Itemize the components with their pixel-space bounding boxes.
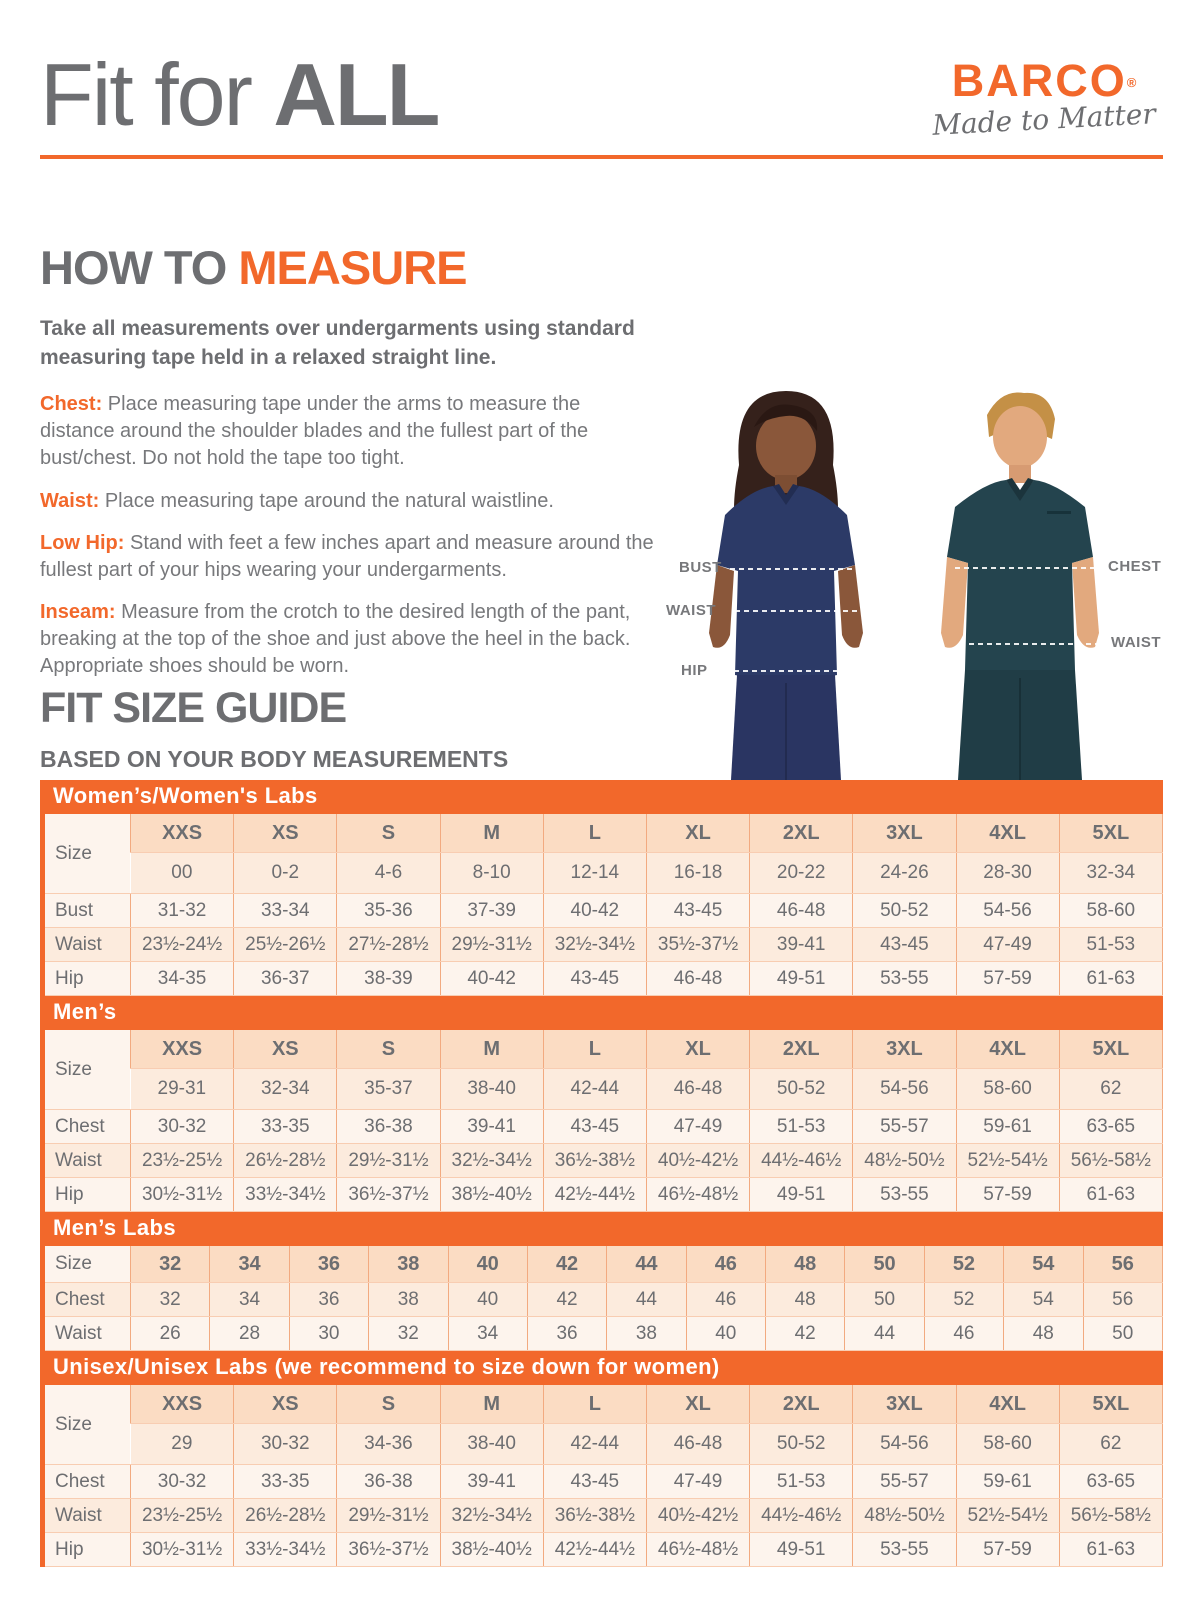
value-cell: 46 — [686, 1283, 765, 1317]
value-cell: 44½-46½ — [750, 1499, 853, 1533]
size-table — [40, 814, 1163, 996]
measure-item-inseam: Inseam: Measure from the crotch to the desired length of the pant, breaking at the top of the shoe and just above the heel in the back. Appropriate shoes should be worn. — [40, 601, 631, 678]
value-cell: 36½-37½ — [337, 1178, 440, 1212]
value-cell: 48½-50½ — [853, 1144, 956, 1178]
woman-figure — [709, 391, 890, 780]
value-cell: 23½-24½ — [131, 928, 234, 962]
value-cell: 51-53 — [750, 1465, 853, 1499]
value-cell: 32½-34½ — [543, 928, 646, 962]
value-cell: 33-35 — [234, 1110, 337, 1144]
size-header-cell: M — [440, 814, 543, 853]
numeric-size-cell: 20-22 — [750, 853, 853, 894]
value-cell: 42 — [527, 1283, 606, 1317]
table-row — [43, 928, 1163, 962]
size-header-cell: 54 — [1004, 1246, 1083, 1283]
hip-label: HIP — [681, 662, 708, 679]
value-cell: 36½-38½ — [543, 1499, 646, 1533]
size-header-cell: 44 — [607, 1246, 686, 1283]
numeric-size-cell: 4-6 — [337, 853, 440, 894]
value-cell: 50 — [845, 1283, 924, 1317]
table-row — [43, 894, 1163, 928]
value-cell: 42 — [766, 1317, 845, 1351]
value-cell: 57-59 — [956, 1533, 1059, 1567]
table-row — [43, 1317, 1163, 1351]
size-tables — [40, 780, 1163, 1567]
row-label-cell: Hip — [43, 1178, 131, 1212]
size-header-cell: 42 — [527, 1246, 606, 1283]
size-header-cell: L — [543, 1385, 646, 1424]
value-cell: 52½-54½ — [956, 1144, 1059, 1178]
value-cell: 34 — [210, 1283, 289, 1317]
waist-label-woman: WAIST — [666, 602, 716, 619]
value-cell: 58-60 — [1059, 894, 1162, 928]
size-header-cell: 3XL — [853, 814, 956, 853]
value-cell: 23½-25½ — [131, 1499, 234, 1533]
value-cell: 39-41 — [440, 1110, 543, 1144]
size-header-cell: 34 — [210, 1246, 289, 1283]
value-cell: 29½-31½ — [440, 928, 543, 962]
value-cell: 46-48 — [646, 962, 749, 996]
value-cell: 30 — [289, 1317, 368, 1351]
value-cell: 61-63 — [1059, 962, 1162, 996]
value-cell: 46-48 — [750, 894, 853, 928]
value-cell: 40½-42½ — [646, 1144, 749, 1178]
row-label-cell: Waist — [43, 928, 131, 962]
fit-size-guide-heading: FIT SIZE GUIDE — [40, 684, 347, 732]
size-header-cell: 56 — [1083, 1246, 1163, 1283]
numeric-size-cell: 8-10 — [440, 853, 543, 894]
value-cell: 25½-26½ — [234, 928, 337, 962]
table-title-band: Women’s/Women's Labs — [40, 780, 1163, 814]
waist-label-man: WAIST — [1111, 634, 1161, 651]
numeric-size-cell: 38-40 — [440, 1069, 543, 1110]
value-cell: 54-56 — [956, 894, 1059, 928]
size-header-cell: 52 — [924, 1246, 1003, 1283]
numeric-size-cell: 54-56 — [853, 1069, 956, 1110]
value-cell: 56½-58½ — [1059, 1499, 1162, 1533]
numeric-size-cell: 46-48 — [646, 1069, 749, 1110]
size-header-cell: 5XL — [1059, 1385, 1162, 1424]
value-cell: 55-57 — [853, 1110, 956, 1144]
table-row — [43, 962, 1163, 996]
value-cell: 26½-28½ — [234, 1144, 337, 1178]
chest-label: CHEST — [1108, 558, 1162, 575]
row-label-cell: Size — [43, 814, 131, 894]
value-cell: 52 — [924, 1283, 1003, 1317]
value-cell: 63-65 — [1059, 1465, 1162, 1499]
value-cell: 53-55 — [853, 1533, 956, 1567]
value-cell: 40-42 — [543, 894, 646, 928]
row-label-cell: Chest — [43, 1465, 131, 1499]
value-cell: 43-45 — [543, 1110, 646, 1144]
value-cell: 42½-44½ — [543, 1533, 646, 1567]
value-cell: 36 — [289, 1283, 368, 1317]
how-to-measure-section — [40, 240, 658, 696]
numeric-size-cell: 16-18 — [646, 853, 749, 894]
size-header-cell: 4XL — [956, 1385, 1059, 1424]
value-cell: 59-61 — [956, 1465, 1059, 1499]
fit-size-guide-subheading: BASED ON YOUR BODY MEASUREMENTS — [40, 746, 509, 772]
table-row — [43, 1499, 1163, 1533]
value-cell: 37-39 — [440, 894, 543, 928]
man-figure — [941, 392, 1105, 780]
size-header-cell: XL — [646, 1385, 749, 1424]
value-cell: 40 — [686, 1317, 765, 1351]
value-cell: 56 — [1083, 1283, 1163, 1317]
value-cell: 36-38 — [337, 1465, 440, 1499]
size-table — [40, 1030, 1163, 1212]
numeric-size-cell: 54-56 — [853, 1424, 956, 1465]
size-table-section — [40, 780, 1163, 996]
size-header-cell: 50 — [845, 1246, 924, 1283]
value-cell: 53-55 — [853, 1178, 956, 1212]
value-cell: 49-51 — [750, 962, 853, 996]
size-header-cell: 4XL — [956, 1030, 1059, 1069]
value-cell: 57-59 — [956, 962, 1059, 996]
page-title-light: Fit for — [40, 45, 274, 144]
value-cell: 39-41 — [750, 928, 853, 962]
size-header-cell: 4XL — [956, 814, 1059, 853]
row-label-cell: Chest — [43, 1283, 131, 1317]
numeric-size-cell: 32-34 — [234, 1069, 337, 1110]
numeric-size-cell: 32-34 — [1059, 853, 1162, 894]
value-cell: 52½-54½ — [956, 1499, 1059, 1533]
value-cell: 53-55 — [853, 962, 956, 996]
row-label-cell: Size — [43, 1030, 131, 1110]
size-header-cell: XXS — [131, 1030, 234, 1069]
value-cell: 42½-44½ — [543, 1178, 646, 1212]
value-cell: 50-52 — [853, 894, 956, 928]
bust-label: BUST — [679, 559, 722, 576]
row-label-cell: Waist — [43, 1144, 131, 1178]
size-header-cell: 3XL — [853, 1030, 956, 1069]
value-cell: 43-45 — [853, 928, 956, 962]
size-header-cell: XXS — [131, 814, 234, 853]
size-header-cell: 36 — [289, 1246, 368, 1283]
value-cell: 43-45 — [543, 962, 646, 996]
numeric-size-cell: 29-31 — [131, 1069, 234, 1110]
size-header-cell: XS — [234, 1030, 337, 1069]
value-cell: 48 — [766, 1283, 845, 1317]
row-label-cell: Waist — [43, 1499, 131, 1533]
barco-logo — [924, 55, 1164, 142]
value-cell: 47-49 — [646, 1465, 749, 1499]
value-cell: 44 — [845, 1317, 924, 1351]
size-header-cell: 40 — [448, 1246, 527, 1283]
measure-intro: Take all measurements over undergarments using standard measuring tape held in a relaxed straight line. — [40, 317, 635, 369]
measure-item-waist: Waist: Place measuring tape around the natural waistline. — [40, 489, 554, 512]
numeric-size-cell: 50-52 — [750, 1424, 853, 1465]
value-cell: 33-35 — [234, 1465, 337, 1499]
size-header-cell: XXS — [131, 1385, 234, 1424]
value-cell: 36-38 — [337, 1110, 440, 1144]
value-cell: 44½-46½ — [750, 1144, 853, 1178]
numeric-size-cell: 62 — [1059, 1069, 1162, 1110]
table-row — [43, 1110, 1163, 1144]
value-cell: 30-32 — [131, 1465, 234, 1499]
numeric-size-cell: 42-44 — [543, 1424, 646, 1465]
value-cell: 32 — [131, 1283, 210, 1317]
value-cell: 23½-25½ — [131, 1144, 234, 1178]
numeric-size-cell: 29 — [131, 1424, 234, 1465]
size-header-cell: 5XL — [1059, 1030, 1162, 1069]
registered-mark: ® — [1126, 75, 1137, 90]
value-cell: 33½-34½ — [234, 1178, 337, 1212]
table-row — [43, 1465, 1163, 1499]
table-row — [43, 1144, 1163, 1178]
table-row — [43, 1178, 1163, 1212]
row-label-cell: Size — [43, 1246, 131, 1283]
value-cell: 46½-48½ — [646, 1533, 749, 1567]
measure-item-lowhip: Low Hip: Stand with feet a few inches apart and measure around the fullest part of your hips wearing your undergarments. — [40, 531, 654, 581]
row-label-cell: Hip — [43, 962, 131, 996]
orange-divider — [40, 155, 1163, 159]
value-cell: 28 — [210, 1317, 289, 1351]
value-cell: 34 — [448, 1317, 527, 1351]
value-cell: 35½-37½ — [646, 928, 749, 962]
size-header-cell: 2XL — [750, 1030, 853, 1069]
numeric-size-cell: 30-32 — [234, 1424, 337, 1465]
value-cell: 46½-48½ — [646, 1178, 749, 1212]
value-cell: 30½-31½ — [131, 1533, 234, 1567]
row-label-cell: Size — [43, 1385, 131, 1465]
size-header-cell: M — [440, 1030, 543, 1069]
value-cell: 54 — [1004, 1283, 1083, 1317]
size-header-cell: M — [440, 1385, 543, 1424]
numeric-size-cell: 00 — [131, 853, 234, 894]
value-cell: 32½-34½ — [440, 1499, 543, 1533]
numeric-size-cell: 28-30 — [956, 853, 1059, 894]
value-cell: 30-32 — [131, 1110, 234, 1144]
table-title-band: Men’s Labs — [40, 1212, 1163, 1246]
size-header-cell: XL — [646, 814, 749, 853]
numeric-size-cell: 50-52 — [750, 1069, 853, 1110]
measure-item-chest: Chest: Place measuring tape under the arms to measure the distance around the shoulder blades and the fullest part of the bust/chest. Do not hold the tape too tight. — [40, 392, 589, 470]
value-cell: 38½-40½ — [440, 1533, 543, 1567]
value-cell: 63-65 — [1059, 1110, 1162, 1144]
numeric-size-cell: 42-44 — [543, 1069, 646, 1110]
value-cell: 61-63 — [1059, 1178, 1162, 1212]
size-header-cell: 48 — [766, 1246, 845, 1283]
brand-tagline: Made to Matter — [931, 97, 1157, 142]
value-cell: 26½-28½ — [234, 1499, 337, 1533]
value-cell: 40-42 — [440, 962, 543, 996]
value-cell: 43-45 — [543, 1465, 646, 1499]
size-header-cell: S — [337, 1385, 440, 1424]
value-cell: 38½-40½ — [440, 1178, 543, 1212]
value-cell: 40½-42½ — [646, 1499, 749, 1533]
table-title-band: Men’s — [40, 996, 1163, 1030]
table-title-band: Unisex/Unisex Labs (we recommend to size down for women) — [40, 1351, 1163, 1385]
numeric-size-cell: 62 — [1059, 1424, 1162, 1465]
page-title — [40, 44, 438, 146]
row-label-cell: Waist — [43, 1317, 131, 1351]
size-header-cell: 32 — [131, 1246, 210, 1283]
size-header-cell: 46 — [686, 1246, 765, 1283]
value-cell: 32½-34½ — [440, 1144, 543, 1178]
page-title-bold: ALL — [273, 45, 439, 144]
value-cell: 46 — [924, 1317, 1003, 1351]
value-cell: 49-51 — [750, 1533, 853, 1567]
how-to-measure-heading: HOW TO MEASURE — [40, 241, 467, 294]
brand-wordmark: BARCO® — [951, 55, 1137, 106]
value-cell: 44 — [607, 1283, 686, 1317]
size-table-section — [40, 996, 1163, 1212]
size-header-cell: 38 — [369, 1246, 448, 1283]
row-label-cell: Bust — [43, 894, 131, 928]
value-cell: 48½-50½ — [853, 1499, 956, 1533]
value-cell: 59-61 — [956, 1110, 1059, 1144]
table-row — [43, 1533, 1163, 1567]
value-cell: 49-51 — [750, 1178, 853, 1212]
numeric-size-cell: 0-2 — [234, 853, 337, 894]
numeric-size-cell: 38-40 — [440, 1424, 543, 1465]
size-header-cell: 2XL — [750, 1385, 853, 1424]
value-cell: 26 — [131, 1317, 210, 1351]
numeric-size-cell: 24-26 — [853, 853, 956, 894]
value-cell: 33-34 — [234, 894, 337, 928]
value-cell: 36½-38½ — [543, 1144, 646, 1178]
numeric-size-cell: 35-37 — [337, 1069, 440, 1110]
value-cell: 36½-37½ — [337, 1533, 440, 1567]
size-table — [40, 1246, 1163, 1351]
row-label-cell: Chest — [43, 1110, 131, 1144]
size-header-cell: L — [543, 1030, 646, 1069]
value-cell: 43-45 — [646, 894, 749, 928]
value-cell: 38 — [607, 1317, 686, 1351]
size-header-cell: 2XL — [750, 814, 853, 853]
size-header-cell: 3XL — [853, 1385, 956, 1424]
size-header-cell: XL — [646, 1030, 749, 1069]
value-cell: 47-49 — [646, 1110, 749, 1144]
numeric-size-cell: 46-48 — [646, 1424, 749, 1465]
value-cell: 36 — [527, 1317, 606, 1351]
value-cell: 35-36 — [337, 894, 440, 928]
table-row — [43, 1283, 1163, 1317]
value-cell: 33½-34½ — [234, 1533, 337, 1567]
value-cell: 38-39 — [337, 962, 440, 996]
value-cell: 27½-28½ — [337, 928, 440, 962]
value-cell: 38 — [369, 1283, 448, 1317]
numeric-size-cell: 58-60 — [956, 1424, 1059, 1465]
size-table-section — [40, 1351, 1163, 1567]
size-header-cell: XS — [234, 1385, 337, 1424]
size-table — [40, 1385, 1163, 1567]
numeric-size-cell: 34-36 — [337, 1424, 440, 1465]
value-cell: 39-41 — [440, 1465, 543, 1499]
value-cell: 34-35 — [131, 962, 234, 996]
size-header-cell: S — [337, 814, 440, 853]
numeric-size-cell: 58-60 — [956, 1069, 1059, 1110]
model-photos — [655, 383, 1163, 780]
value-cell: 31-32 — [131, 894, 234, 928]
value-cell: 30½-31½ — [131, 1178, 234, 1212]
row-label-cell: Hip — [43, 1533, 131, 1567]
value-cell: 40 — [448, 1283, 527, 1317]
size-table-section — [40, 1212, 1163, 1351]
value-cell: 55-57 — [853, 1465, 956, 1499]
value-cell: 32 — [369, 1317, 448, 1351]
value-cell: 36-37 — [234, 962, 337, 996]
value-cell: 57-59 — [956, 1178, 1059, 1212]
size-header-cell: XS — [234, 814, 337, 853]
value-cell: 61-63 — [1059, 1533, 1162, 1567]
numeric-size-cell: 12-14 — [543, 853, 646, 894]
value-cell: 29½-31½ — [337, 1499, 440, 1533]
size-header-cell: L — [543, 814, 646, 853]
models-illustration — [655, 383, 1163, 780]
value-cell: 48 — [1004, 1317, 1083, 1351]
size-header-cell: S — [337, 1030, 440, 1069]
size-header-cell: 5XL — [1059, 814, 1162, 853]
value-cell: 50 — [1083, 1317, 1163, 1351]
value-cell: 56½-58½ — [1059, 1144, 1162, 1178]
value-cell: 29½-31½ — [337, 1144, 440, 1178]
value-cell: 51-53 — [750, 1110, 853, 1144]
value-cell: 51-53 — [1059, 928, 1162, 962]
value-cell: 47-49 — [956, 928, 1059, 962]
